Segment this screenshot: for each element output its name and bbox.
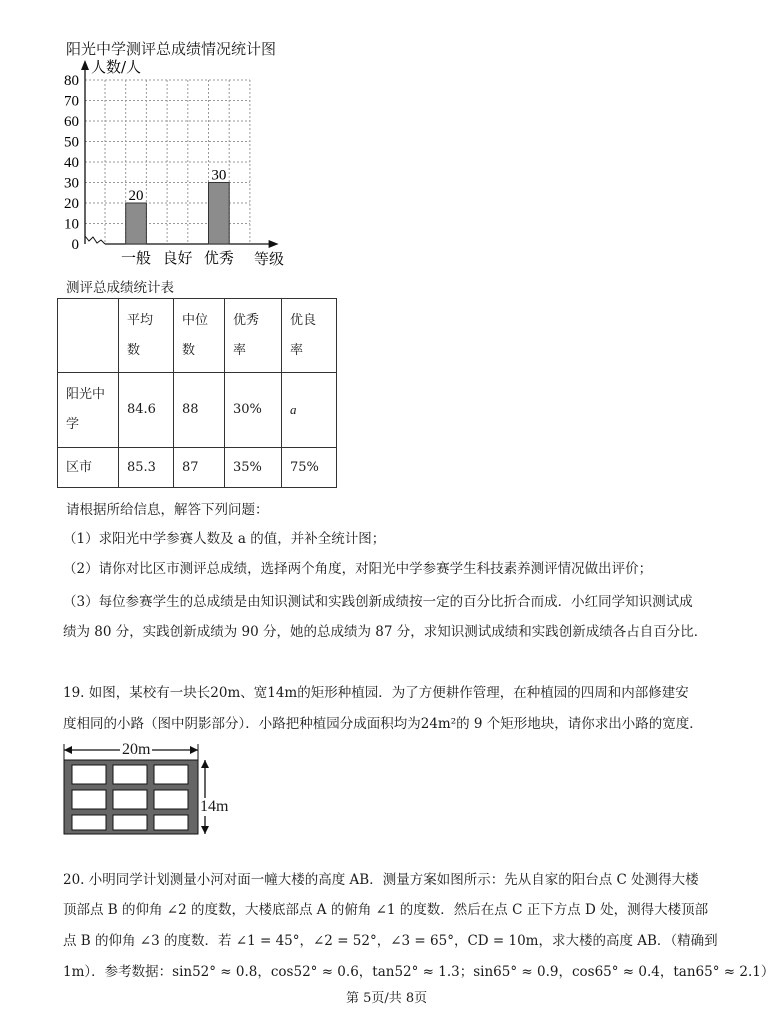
cell: 35%: [225, 448, 282, 488]
data-label: 30: [211, 167, 227, 184]
row-label: 区市: [58, 448, 119, 488]
table-row: [58, 373, 337, 448]
axis-break-icon: [85, 236, 105, 244]
problem-20-line1: 20. 小明同学计划测量小河对面一幢大楼的高度 AB．测量方案如图所示：先从自家的阳台点 C 处测得大楼: [63, 872, 699, 888]
garden-height-label: 14m: [200, 798, 229, 815]
cell: 87: [174, 448, 225, 488]
y-tick-label: 30: [64, 175, 79, 192]
y-axis-label: 人数/人: [91, 58, 142, 76]
y-tick-label: 40: [64, 155, 79, 171]
table-header-row: [58, 299, 337, 373]
x-axis-arrow: [269, 240, 279, 248]
data-label: 20: [128, 188, 144, 204]
stats-table: [57, 298, 337, 488]
y-tick-label: 80: [64, 73, 79, 89]
intro-text: 请根据所给信息，解答下列问题：: [66, 502, 269, 518]
x-tick-label: 良好: [162, 249, 193, 267]
chart-title: 阳光中学测评总成绩情况统计图: [66, 40, 277, 58]
y-tick-label: 50: [64, 134, 79, 151]
y-tick-label: 20: [64, 196, 79, 212]
garden-width-label: 20m: [122, 741, 151, 758]
bar-chart: [0, 0, 300, 280]
y-tick-label: 0: [71, 237, 79, 253]
bar: [126, 203, 147, 244]
cell: 85.3: [119, 448, 174, 488]
x-axis-label: 等级: [254, 250, 285, 268]
page-footer: 第 5页/共 8页: [346, 991, 428, 1006]
cell: 84.6: [119, 373, 174, 448]
x-tick-label: 一般: [121, 249, 152, 267]
question-2: （2）请你对比区市测评总成绩，选择两个角度，对阳光中学参赛学生科技素养测评情况做出评价；: [63, 561, 653, 577]
problem-20-line2: 顶部点 B 的仰角 ∠2 的度数，大楼底部点 A 的俯角 ∠1 的度数．然后在点 C 正下方点 D 处，测得大楼顶部: [63, 902, 709, 918]
cell: 88: [174, 373, 225, 448]
problem-19-line1: 19. 如图，某校有一块长20m、宽14m的矩形种植园．为了方便耕作管理，在种植园的四周和内部修建安: [63, 685, 689, 701]
header-cell: 优秀 率: [225, 299, 282, 373]
cell: a: [282, 373, 337, 448]
cell: 75%: [282, 448, 337, 488]
question-3-line1: （3）每位参赛学生的总成绩是由知识测试和实践创新成绩按一定的百分比折合而成．小红同学知识测试成: [63, 594, 693, 610]
row-label: 阳光中 学: [58, 373, 119, 448]
question-1: （1）求阳光中学参赛人数及 a 的值，并补全统计图；: [63, 531, 386, 547]
header-cell: 平均 数: [119, 299, 174, 373]
x-tick-label: 优秀: [203, 249, 234, 267]
problem-19-line2: 度相同的小路（图中阴影部分）．小路把种植园分成面积均为24m²的 9 个矩形地块，请你求出小路的宽度．: [63, 716, 703, 732]
bar: [209, 183, 230, 245]
header-cell: 中位 数: [174, 299, 225, 373]
question-3-line2: 绩为 80 分，实践创新成绩为 90 分，她的总成绩为 87 分，求知识测试成绩和实践创新成绩各占自百分比．: [63, 624, 708, 640]
problem-20-line4: 1m）．参考数据：sin52° ≈ 0.8，cos52° ≈ 0.6，tan52° ≈ 1.3；sin65° ≈ 0.9，cos65° ≈ 0.4，tan65° ≈ 2.1）: [63, 964, 775, 980]
problem-20-line3: 点 B 的仰角 ∠3 的度数．若 ∠1 = 45°，∠2 = 52°，∠3 = 65°，CD = 10m，求大楼的高度 AB．（精确到: [63, 933, 718, 949]
y-axis-arrow: [81, 60, 89, 70]
y-tick-label: 60: [64, 114, 79, 130]
y-tick-label: 10: [64, 216, 79, 233]
table-caption: 测评总成绩统计表: [66, 280, 174, 296]
table-corner: [58, 299, 119, 373]
header-cell: 优良 率: [282, 299, 337, 373]
table-row: [58, 448, 337, 488]
y-tick-label: 70: [64, 93, 79, 110]
cell: 30%: [225, 373, 282, 448]
